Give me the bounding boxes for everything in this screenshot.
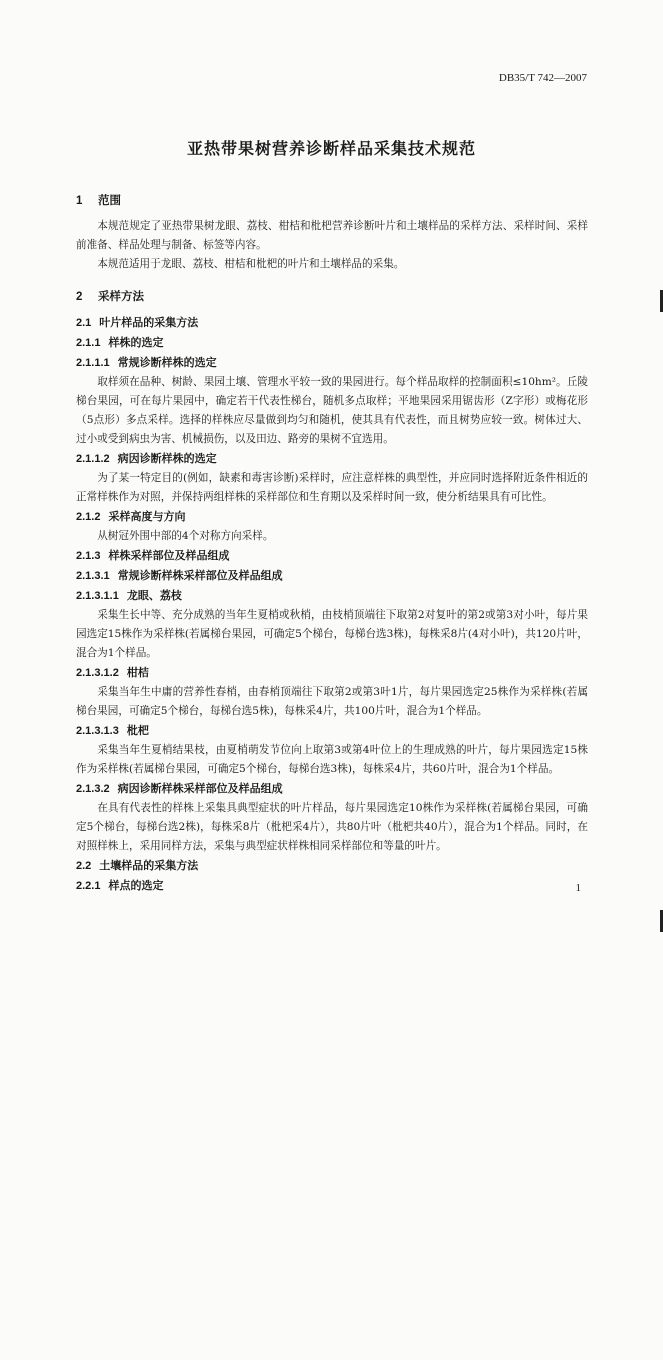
subsection-heading: 2.1.3.1.3 枇杷 <box>76 724 149 737</box>
subsection-heading: 2.1 叶片样品的采集方法 <box>76 316 199 329</box>
paragraph: 取样须在品种、树龄、果园土壤、管理水平较一致的果园进行。每个样品取样的控制面积≤10hm²。丘陵梯台果园，可在每片果园中，确定若干代表性梯台，随机多点取样；平地果园采用锯齿形（Z字形）或梅花形（5点形）多点采样。选择的样株应尽量做到均匀和随机，使其具有代表性，而且树势应较一致。树体过大、过小或受到病虫为害、机械损伤，以及田边、路旁的果树不宜选用。 <box>76 376 588 445</box>
subsection-heading: 2.2.1 样点的选定 <box>76 879 164 892</box>
subsection-heading: 2.1.1.2 病因诊断样株的选定 <box>76 452 217 465</box>
document-code: DB35/T 742—2007 <box>498 72 587 84</box>
section-heading: 2 采样方法 <box>76 289 145 303</box>
subsection-heading: 2.1.2 采样高度与方向 <box>76 510 186 523</box>
paragraph: 本规范规定了亚热带果树龙眼、荔枝、柑桔和枇杷营养诊断叶片和土壤样品的采样方法、采样时间、采样前准备、样品处理与制备、标签等内容。 <box>76 220 588 251</box>
document-title: 亚热带果树营养诊断样品采集技术规范 <box>186 139 476 158</box>
subsection-heading: 2.2 土壤样品的采集方法 <box>76 859 199 872</box>
subsection-heading: 2.1.1 样株的选定 <box>76 336 164 349</box>
document-body <box>76 190 588 896</box>
subsection-heading: 2.1.3.2 病因诊断样株采样部位及样品组成 <box>76 782 283 795</box>
paragraph: 采集生长中等、充分成熟的当年生夏梢或秋梢，由枝梢顶端往下取第2对复叶的第2或第3对小叶，每片果园选定15株作为采样株(若属梯台果园，可确定5个梯台，每梯台选3株)，每株采8片(4对小叶)，共120片叶，混合为1个样品。 <box>76 609 588 659</box>
paragraph: 本规范适用于龙眼、荔枝、柑桔和枇杷的叶片和土壤样品的采集。 <box>97 258 405 270</box>
paragraph: 在具有代表性的样株上采集具典型症状的叶片样品，每片果园选定10株作为采样株(若属梯台果园，可确定5个梯台，每梯台选2株)，每株采8片（枇杷采4片），共80片叶（枇杷共40片），混合为1个样品。同时，在对照样株上，采用同样方法，采集与典型症状样株相同采样部位和等量的叶片。 <box>76 802 588 852</box>
paragraph: 为了某一特定目的(例如，缺素和毒害诊断)采样时，应注意样株的典型性，并应同时选择附近条件相近的正常样株作为对照，并保持两组样株的采样部位和生育期以及采样时间一致，使分析结果具有可比性。 <box>76 472 588 503</box>
subsection-heading: 2.1.3.1 常规诊断样株采样部位及样品组成 <box>76 569 283 582</box>
section-heading: 1 范围 <box>76 193 122 207</box>
paragraph: 采集当年生夏梢结果枝，由夏梢萌发节位向上取第3或第4叶位上的生理成熟的叶片，每片果园选定15株作为采样株(若属梯台果园，可确定5个梯台，每梯台选3株)，每株采4片，共60片叶，混合为1个样品。 <box>76 744 588 775</box>
subsection-heading: 2.1.3.1.2 柑桔 <box>76 666 149 679</box>
subsection-heading: 2.1.3 样株采样部位及样品组成 <box>76 549 230 562</box>
subsection-heading: 2.1.1.1 常规诊断样株的选定 <box>76 356 217 369</box>
paragraph: 采集当年生中庸的营养性春梢，由春梢顶端往下取第2或第3叶1片，每片果园选定25株作为采样株(若属梯台果园，可确定5个梯台，每梯台选5株)，每株采4片，共100片叶，混合为1个样品。 <box>76 686 588 717</box>
page-number: 1 <box>575 882 581 894</box>
paragraph: 从树冠外围中部的4个对称方向采样。 <box>97 530 274 542</box>
subsection-heading: 2.1.3.1.1 龙眼、荔枝 <box>76 589 182 602</box>
